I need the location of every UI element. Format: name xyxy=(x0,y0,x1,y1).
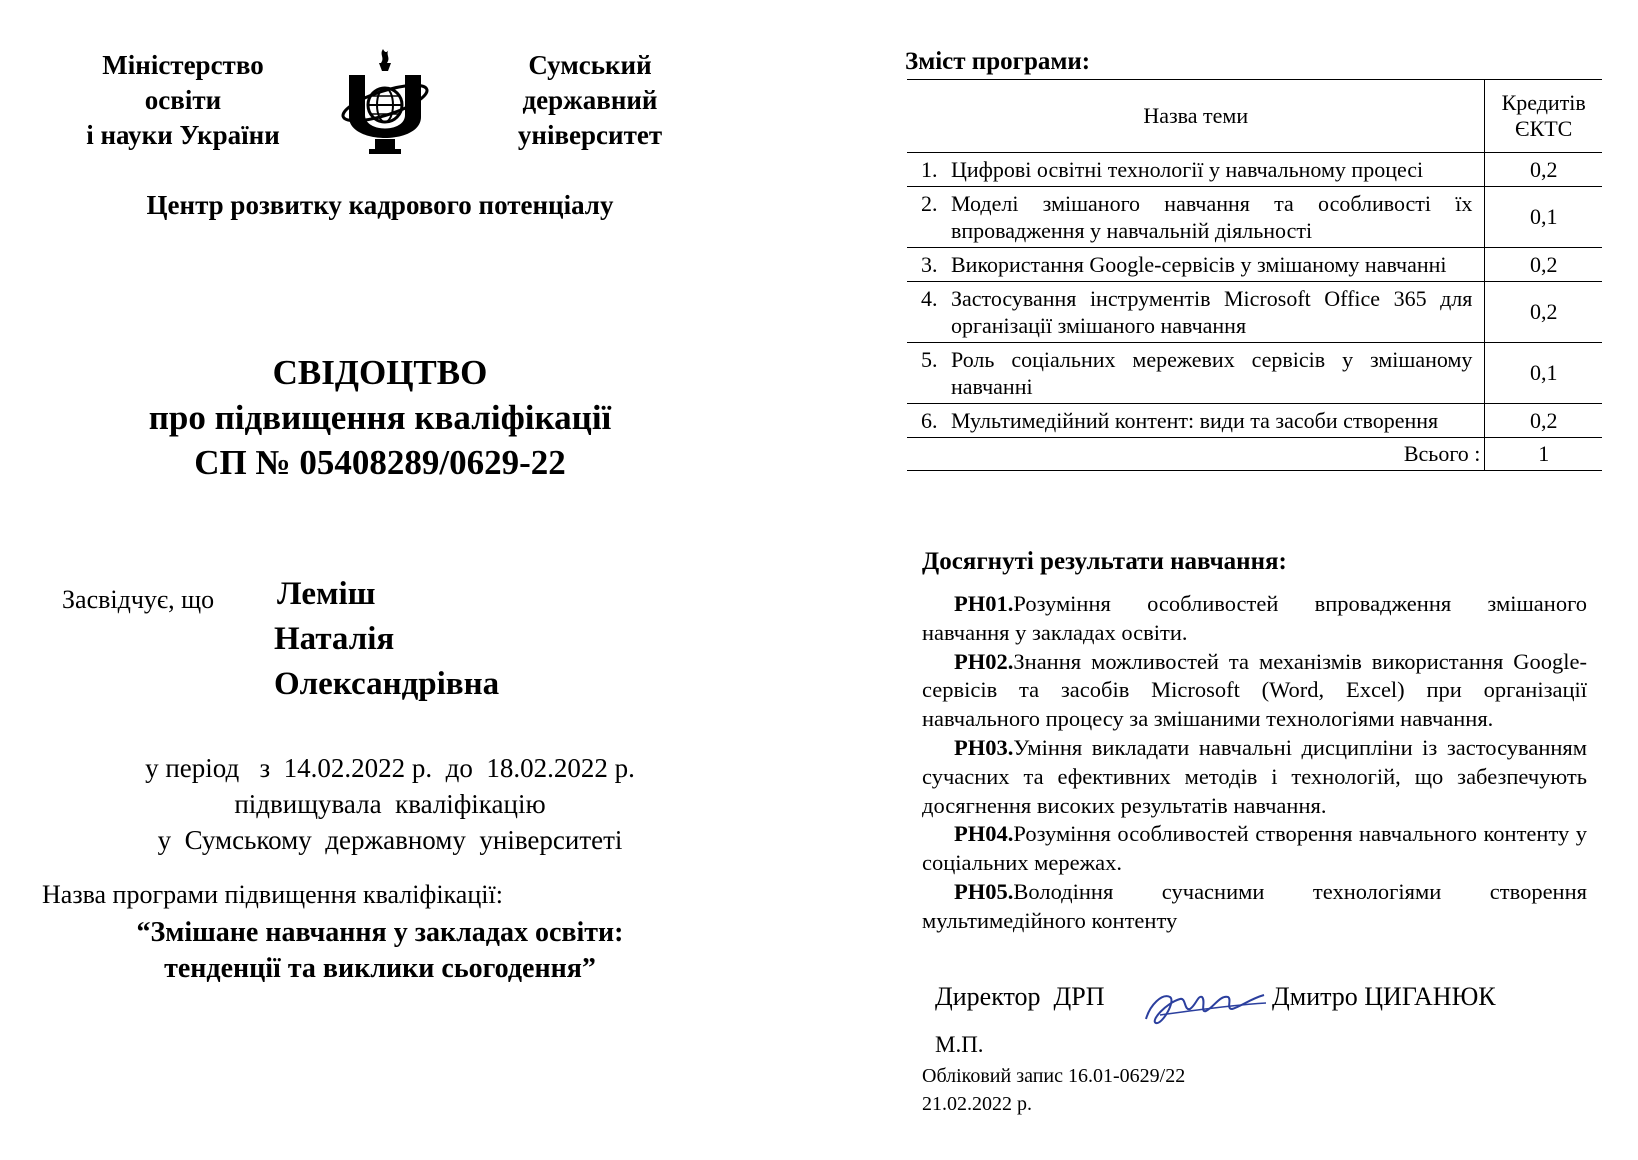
table-row: 5. Роль соціальних мережевих сервісів у змішаному навчанні 0,1 xyxy=(907,343,1602,404)
university-logo-icon xyxy=(335,45,435,155)
topic-cell: Моделі змішаного навчання та особливості їх впровадження у навчальній діяльності xyxy=(951,191,1473,243)
recipient-first-name: Наталія xyxy=(274,621,395,657)
result-item: РН05.Володіння сучасними технологіями створення мультимедійного контенту xyxy=(922,878,1587,933)
certificate-title-block xyxy=(0,350,760,485)
place-line: у Сумському державному університеті xyxy=(157,825,623,855)
program-label: Назва програми підвищення кваліфікації: xyxy=(42,880,503,909)
certifies-label: Засвідчує, що xyxy=(62,585,215,614)
contents-table xyxy=(907,79,1602,471)
credits-cell: 0,2 xyxy=(1529,156,1558,182)
topic-cell: Використання Google-сервісів у змішаному навчанні xyxy=(951,252,1447,277)
credits-cell: 0,2 xyxy=(1529,407,1558,433)
total-row xyxy=(907,438,1602,471)
topic-cell: Застосування інструментів Microsoft Office 365 для організації змішаного навчання xyxy=(951,286,1473,338)
results-list xyxy=(922,590,1587,936)
certificate-title: СВІДОЦТВО xyxy=(272,353,488,392)
result-code: РН05. xyxy=(954,878,1014,904)
program-name: “Змішане навчання у закладах освіти: тенденції та виклики сьогодення” xyxy=(136,917,624,984)
recipient-name xyxy=(274,572,500,707)
period-line: у період з 14.02.2022 р. до 18.02.2022 р. xyxy=(60,750,720,786)
center-name: Центр розвитку кадрового потенціалу xyxy=(146,190,614,220)
result-item: РН02.Знання можливостей та механізмів використання Google-сервісів та засобів Microsoft (Word, Excel) при організації навчального процесу за змішаними технологіями навчання. xyxy=(922,648,1587,732)
credits-cell: 0,1 xyxy=(1529,204,1558,229)
result-code: РН04. xyxy=(954,821,1014,847)
result-item: РН01.Розуміння особливостей впровадження змішаного навчання у закладах освіти. xyxy=(922,591,1587,645)
results-title: Досягнуті результати навчання: xyxy=(922,548,1287,575)
stamp-label: М.П. xyxy=(935,1032,984,1057)
result-item: РН03.Уміння викладати навчальні дисципліни із застосуванням сучасних та ефективних методів і технологій, що забезпечують досягнення високих результатів навчання. xyxy=(922,734,1587,818)
result-code: РН01. xyxy=(954,591,1014,616)
contents-title: Зміст програми: xyxy=(905,48,1091,75)
director-name: Дмитро ЦИГАНЮК xyxy=(1272,982,1496,1011)
university-name: Сумський державний університет xyxy=(517,50,663,150)
director-label: Директор ДРП xyxy=(935,982,1105,1011)
result-code: РН03. xyxy=(954,734,1014,760)
topic-cell: Мультимедійний контент: види та засоби створення xyxy=(951,408,1439,433)
result-item: РН04.Розуміння особливостей створення навчального контенту у соціальних мережах. xyxy=(922,821,1587,876)
credits-cell: 0,2 xyxy=(1529,299,1558,324)
table-row: 3. Використання Google-сервісів у змішаному навчанні 0,2 xyxy=(907,248,1602,282)
period-block xyxy=(60,750,720,858)
credits-cell: 0,1 xyxy=(1529,360,1558,385)
signature-icon xyxy=(1140,975,1270,1035)
total-label: Всього : xyxy=(907,438,1485,471)
certificate-number: СП № 05408289/0629-22 xyxy=(194,443,566,482)
total-value: 1 xyxy=(1538,441,1550,466)
record-block xyxy=(922,1062,1185,1118)
date-to: 18.02.2022 р. xyxy=(486,753,635,783)
column-header-credits: Кредитів ЄКТС xyxy=(1501,90,1586,141)
column-header-topic: Назва теми xyxy=(907,80,1485,153)
table-row: 2. Моделі змішаного навчання та особливості їх впровадження у навчальній діяльності 0,1 xyxy=(907,187,1602,248)
topic-cell: Роль соціальних мережевих сервісів у змішаному навчанні xyxy=(951,347,1473,399)
ministry-name: Міністерство освіти і науки України xyxy=(86,50,280,150)
result-code: РН02. xyxy=(954,648,1014,674)
recipient-surname: Леміш xyxy=(277,576,376,612)
table-row: 1. Цифрові освітні технології у навчальному процесі 0,2 xyxy=(907,153,1602,187)
date-from: 14.02.2022 р. xyxy=(283,753,433,783)
table-row: 4. Застосування інструментів Microsoft Office 365 для організації змішаного навчання 0,2 xyxy=(907,282,1602,343)
credits-cell: 0,2 xyxy=(1529,251,1558,277)
record-date: 21.02.2022 р. xyxy=(922,1093,1032,1115)
record-number: Обліковий запис 16.01-0629/22 xyxy=(922,1065,1186,1087)
activity-line: підвищувала кваліфікацію xyxy=(234,789,546,819)
table-header-row xyxy=(907,80,1602,153)
table-row: 6. Мультимедійний контент: види та засоби створення 0,2 xyxy=(907,404,1602,438)
recipient-patronymic: Олександрівна xyxy=(274,666,500,702)
topic-cell: Цифрові освітні технології у навчальному процесі xyxy=(951,157,1424,182)
certificate-subtitle: про підвищення кваліфікації xyxy=(148,398,612,437)
